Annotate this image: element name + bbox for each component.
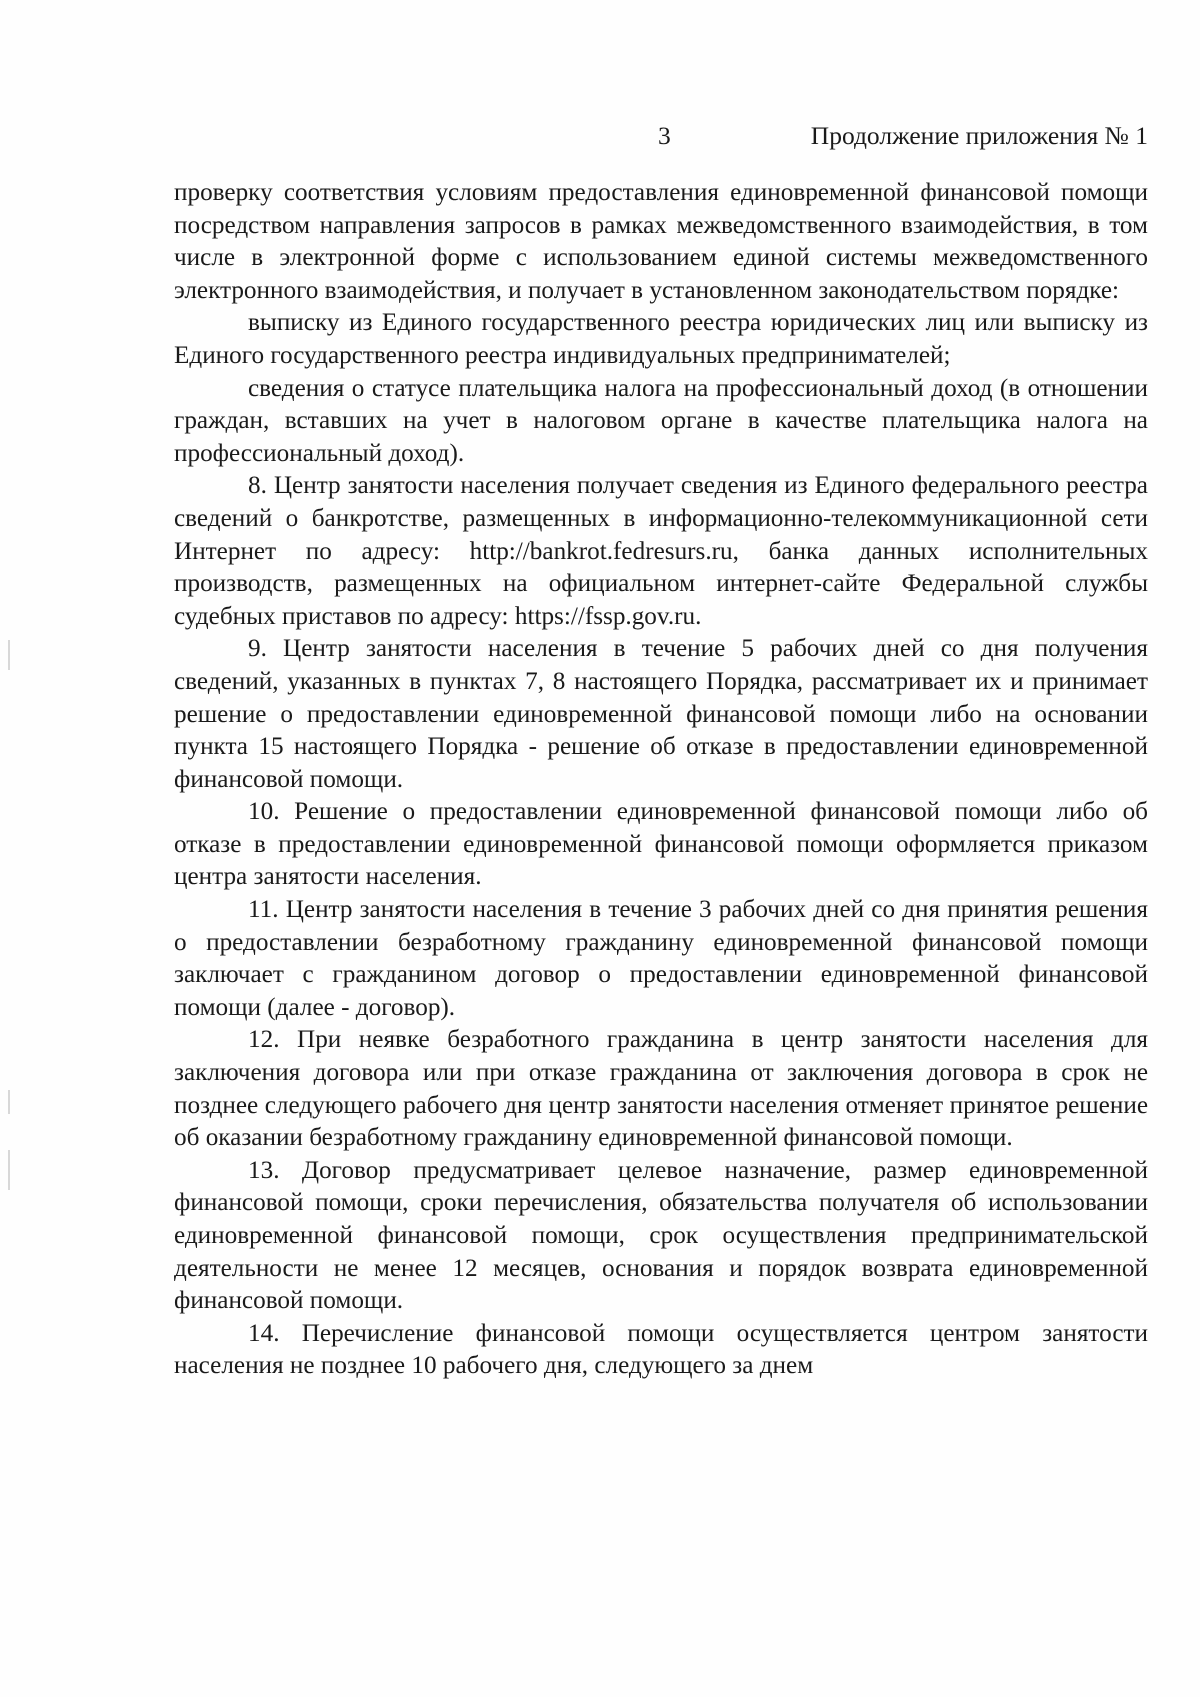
page-header	[0, 116, 1200, 156]
scan-artifact	[8, 1150, 10, 1190]
paragraph-item-13: 13. Договор предусматривает целевое назначение, размер единовременной финансовой помощи, сроки перечисления, обязательства получателя об использовании единовременной финансовой помощи, срок осуществления предпринимательской деятельности не менее 12 месяцев, основания и порядок возврата единовременной финансовой помощи.	[174, 1156, 1148, 1315]
paragraph-item-9: 9. Центр занятости населения в течение 5 рабочих дней со дня получения сведений, указанных в пунктах 7, 8 настоящего Порядка, рассматривает их и принимает решение о предоставлении единовременной финансовой помощи либо на основании пункта 15 настоящего Порядка - решение об отказе в предоставлении единовременной финансовой помощи.	[174, 635, 1148, 793]
paragraph-item-14: 14. Перечисление финансовой помощи осуществляется центром занятости населения не позднее 10 рабочего дня, следующего за днем	[174, 1319, 1148, 1380]
paragraph-3: сведения о статусе плательщика налога на профессиональный доход (в отношении граждан, вставших на учет в налоговом органе в качестве плательщика налога на профессиональный доход).	[174, 374, 1148, 467]
paragraph-item-11: 11. Центр занятости населения в течение 3 рабочих дней со дня принятия решения о предоставлении безработному гражданину единовременной финансовой помощи заключает с гражданином договор о предоставлении единовременной финансовой помощи (далее - договор).	[174, 896, 1148, 1021]
paragraph-1: проверку соответствия условиям предоставления единовременной финансовой помощи посредством направления запросов в рамках межведомственного взаимодействия, в том числе в электронной форме с использованием единой системы межведомственного электронного взаимодействия, и получает в установленном законодательством порядке:	[174, 179, 1148, 304]
page-number: 3	[658, 121, 671, 150]
paragraph-item-10: 10. Решение о предоставлении единовременной финансовой помощи либо об отказе в предоставлении единовременной финансовой помощи оформляется приказом центра занятости населения.	[174, 798, 1148, 891]
paragraph-item-12: 12. При неявке безработного гражданина в центр занятости населения для заключения договора или при отказе гражданина от заключения договора в срок не позднее следующего рабочего дня центр занятости населения отменяет принятое решение об оказании безработному гражданину единовременной финансовой помощи.	[174, 1026, 1148, 1152]
scan-artifact	[8, 640, 10, 670]
scan-artifact	[8, 1090, 10, 1114]
appendix-continuation-label: Продолжение приложения № 1	[810, 121, 1148, 150]
paragraph-item-8: 8. Центр занятости населения получает сведения из Единого федерального реестра сведений о банкротстве, размещенных в информационно-телекоммуникационной сети Интернет по адресу: http://bankrot.fedresurs.ru, банка данных исполнительных производств, размещенных на официальном интернет-сайте Федеральной службы судебных приставов по адресу: https://fssp.gov.ru.	[174, 472, 1148, 630]
paragraph-2: выписку из Единого государственного реестра юридических лиц или выписку из Единого государственного реестра индивидуальных предпринимателей;	[174, 309, 1148, 369]
document-body	[174, 177, 1148, 1383]
